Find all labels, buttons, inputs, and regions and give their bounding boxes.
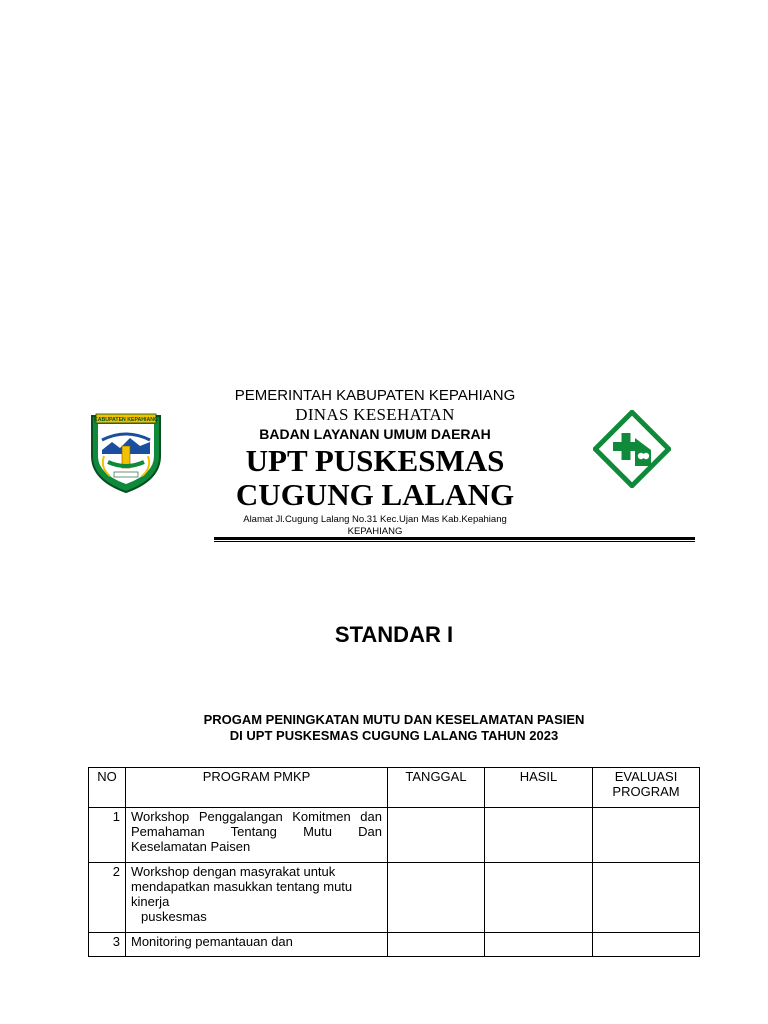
document-subtitle-line1: PROGAM PENINGKATAN MUTU DAN KESELAMATAN PASIEN bbox=[203, 712, 585, 727]
emblem-banner-text: KABUPATEN KEPAHIANG bbox=[94, 417, 158, 423]
address-line: Alamat Jl.Cugung Lalang No.31 Kec.Ujan Mas Kab.Kepahiang bbox=[243, 514, 507, 525]
address-city: KEPAHIANG bbox=[347, 526, 403, 537]
row-program: Workshop Penggalangan Komitmen dan Pemahaman Tentang Mutu Dan Keselamatan Paisen bbox=[126, 808, 388, 863]
institution-name-line2: CUGUNG LALANG bbox=[235, 477, 515, 512]
row-hasil bbox=[485, 863, 593, 933]
institution-name-line1: UPT PUSKESMAS bbox=[245, 443, 505, 478]
header-no: NO bbox=[89, 768, 126, 808]
row-evaluasi bbox=[593, 808, 700, 863]
agency-type: BADAN LAYANAN UMUM DAERAH bbox=[259, 426, 491, 442]
table-row bbox=[89, 933, 700, 957]
department-name: DINAS KESEHATAN bbox=[295, 405, 455, 424]
document-subtitle-line2: DI UPT PUSKESMAS CUGUNG LALANG TAHUN 2023 bbox=[229, 728, 559, 743]
header-tanggal: TANGGAL bbox=[388, 768, 485, 808]
puskesmas-logo-icon bbox=[593, 410, 671, 488]
header-evaluasi-line1: EVALUASI bbox=[614, 769, 678, 784]
row-tanggal bbox=[388, 863, 485, 933]
row-program-extra: puskesmas bbox=[141, 909, 207, 924]
pmkp-program-table bbox=[88, 767, 700, 957]
table-row bbox=[89, 808, 700, 863]
header-program: PROGRAM PMKP bbox=[126, 768, 388, 808]
row-tanggal bbox=[388, 933, 485, 957]
row-program-cell bbox=[126, 863, 388, 933]
header-evaluasi-line2: PROGRAM bbox=[612, 784, 680, 799]
letterhead-rule-thick bbox=[214, 537, 695, 540]
row-hasil bbox=[485, 933, 593, 957]
header-hasil: HASIL bbox=[485, 768, 593, 808]
row-no: 2 bbox=[89, 863, 126, 933]
row-tanggal bbox=[388, 808, 485, 863]
table-row bbox=[89, 863, 700, 933]
row-no: 3 bbox=[89, 933, 126, 957]
row-hasil bbox=[485, 808, 593, 863]
row-no: 1 bbox=[89, 808, 126, 863]
government-name: PEMERINTAH KABUPATEN KEPAHIANG bbox=[234, 387, 516, 404]
table-header-row bbox=[89, 768, 700, 808]
row-program: Monitoring pemantauan dan bbox=[126, 933, 388, 957]
section-heading: STANDAR I bbox=[334, 622, 454, 647]
row-evaluasi bbox=[593, 863, 700, 933]
row-program: Workshop dengan masyrakat untuk mendapatkan masukkan tentang mutu kinerja bbox=[131, 864, 353, 909]
row-evaluasi bbox=[593, 933, 700, 957]
header-evaluasi bbox=[593, 768, 700, 808]
letterhead-rule-thin bbox=[214, 541, 695, 542]
